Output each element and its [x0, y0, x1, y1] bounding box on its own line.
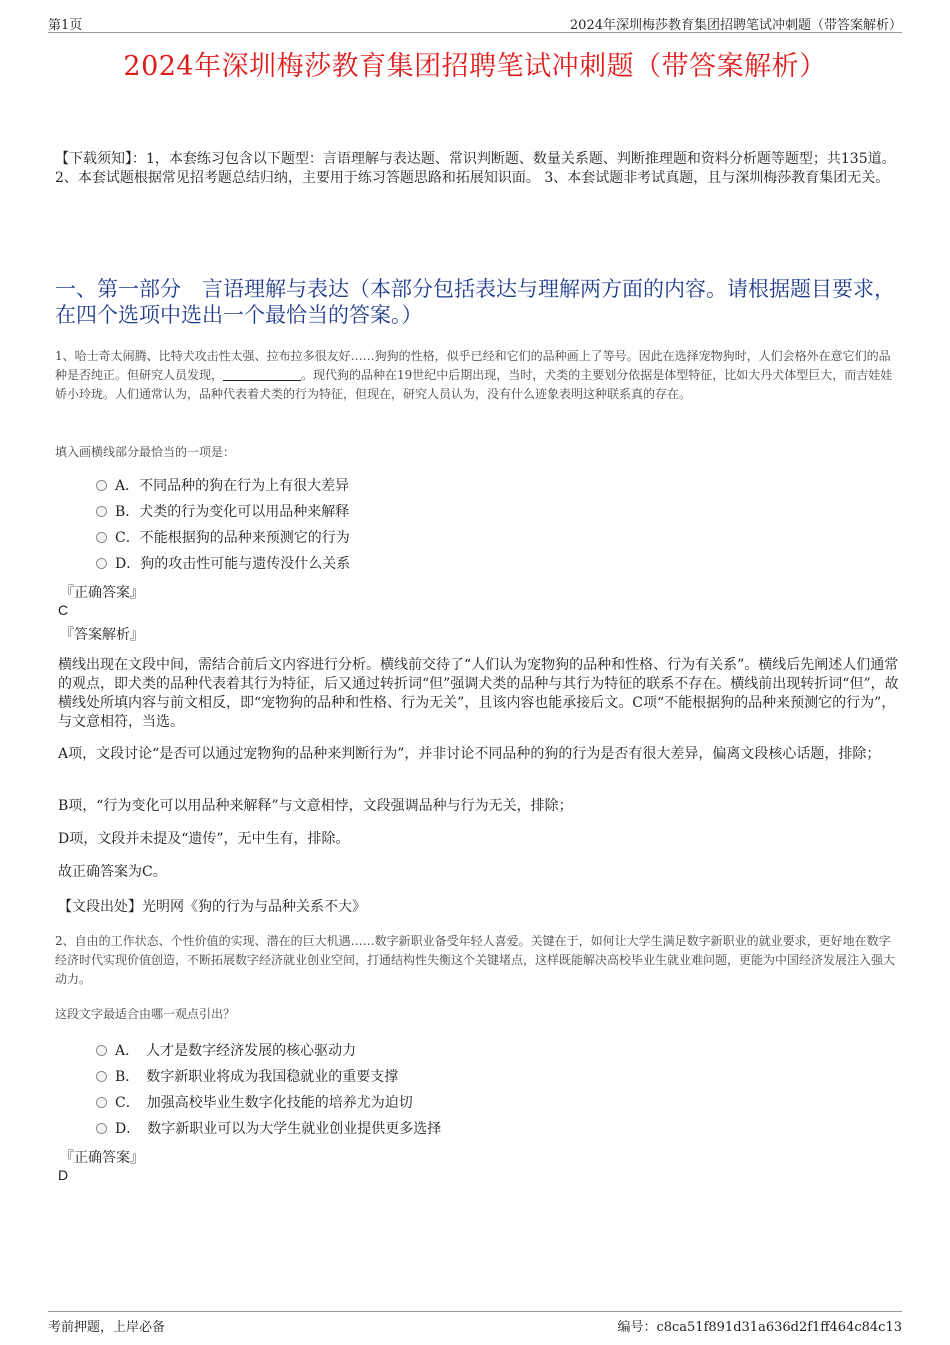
page-title: 2024年深圳梅莎教育集团招聘笔试冲刺题（带答案解析） — [123, 51, 827, 82]
page-number: 第1页 — [48, 18, 83, 33]
q1-option-d[interactable] — [96, 555, 350, 573]
q1-source: 【文段出处】光明网《狗的行为与品种关系不大》 — [58, 899, 366, 915]
question-2-prompt: 这段文字最适合由哪一观点引出？ — [55, 1007, 236, 1021]
option-label: C．不能根据狗的品种来预测它的行为 — [115, 530, 350, 546]
q1-option-a[interactable] — [96, 477, 349, 495]
page-footer — [48, 1311, 902, 1336]
option-label: A． 人才是数字经济发展的核心驱动力 — [115, 1043, 357, 1059]
q2-option-b[interactable] — [96, 1068, 398, 1086]
q1-analysis-d: D项，文段并未提及“遗传”，无中生有，排除。 — [58, 831, 350, 847]
radio-icon[interactable] — [96, 1123, 107, 1134]
q1-answer: C — [58, 602, 69, 618]
section-heading: 一、第一部分 言语理解与表达（本部分包括表达与理解两方面的内容。请根据题目要求，在四个选项中选出一个最恰当的答案。） — [55, 277, 895, 327]
question-1-text — [55, 347, 900, 404]
q2-option-c[interactable] — [96, 1094, 413, 1112]
q1-analysis-label: 『答案解析』 — [60, 627, 144, 643]
q1-analysis-a: A项，文段讨论“是否可以通过宠物狗的品种来判断行为”，并非讨论不同品种的狗的行为是否有很大差异，偏离文段核心话题，排除； — [58, 746, 881, 762]
option-label: C． 加强高校毕业生数字化技能的培养尤为迫切 — [115, 1095, 413, 1111]
question-1-text-before: 1、哈士奇太闹腾、比特犬攻击性太强、拉布拉多很友好……狗狗的性格，似乎已经和它们的品种画上了等号。因此在选择宠物狗时，人们会格外在意它们的品种是否纯正。但研究人员发现， — [55, 349, 891, 382]
q2-answer-label: 『正确答案』 — [60, 1150, 144, 1166]
fill-blank — [223, 368, 301, 381]
option-label: A．不同品种的狗在行为上有很大差异 — [115, 478, 350, 494]
header-doc-title: 2024年深圳梅莎教育集团招聘笔试冲刺题（带答案解析） — [569, 18, 902, 33]
radio-icon[interactable] — [96, 506, 107, 517]
download-notice: 【下载须知】：1，本套练习包含以下题型：言语理解与表达题、常识判断题、数量关系题、判断推理题和资料分析题等题型；共135道。 2、本套试题根据常见招考题总结归纳，主要用于练习答题思路和拓展知识面。 3、本套试题非考试真题，且与深圳梅莎教育集团无关。 — [55, 151, 896, 186]
footer-code: 编号：c8ca51f891d31a636d2f1ff464c84c13 — [617, 1320, 902, 1335]
radio-icon[interactable] — [96, 480, 107, 491]
footer-slogan: 考前押题，上岸必备 — [48, 1320, 166, 1335]
page-header — [48, 12, 902, 33]
question-1-prompt: 填入画横线部分最恰当的一项是： — [55, 445, 236, 459]
option-label: D． 数字新职业可以为大学生就业创业提供更多选择 — [115, 1121, 442, 1137]
option-label: B．犬类的行为变化可以用品种来解释 — [115, 504, 350, 520]
q2-option-d[interactable] — [96, 1120, 441, 1138]
radio-icon[interactable] — [96, 532, 107, 543]
q1-analysis-conclusion: 故正确答案为C。 — [58, 864, 167, 880]
q2-option-a[interactable] — [96, 1042, 356, 1060]
radio-icon[interactable] — [96, 1097, 107, 1108]
q1-analysis-b: B项，“行为变化可以用品种来解释”与文意相悖，文段强调品种与行为无关，排除； — [58, 798, 573, 814]
radio-icon[interactable] — [96, 558, 107, 569]
option-label: B． 数字新职业将成为我国稳就业的重要支撑 — [115, 1069, 399, 1085]
q2-answer: D — [58, 1167, 69, 1183]
question-1-text-after: 。现代狗的品种在19世纪中后期出现，当时，犬类的主要划分依据是体型特征，比如大丹犬体型巨大，而吉娃娃娇小玲珑。人们通常认为，品种代表着犬类的行为特征，但现在，研究人员认为，没有什么迹象表明这种联系真的存在。 — [55, 368, 893, 401]
radio-icon[interactable] — [96, 1071, 107, 1082]
q1-answer-label: 『正确答案』 — [60, 585, 144, 601]
radio-icon[interactable] — [96, 1045, 107, 1056]
q1-option-b[interactable] — [96, 503, 349, 521]
q1-option-c[interactable] — [96, 529, 350, 547]
option-label: D．狗的攻击性可能与遗传没什么关系 — [115, 556, 351, 572]
q1-analysis-main: 横线出现在文段中间，需结合前后文内容进行分析。横线前交待了“人们认为宠物狗的品种和性格、行为有关系”。横线后先阐述人们通常的观点，即犬类的品种代表着其行为特征，后又通过转折词“但”强调犬类的品种与其行为特征的联系不存在。横线前出现转折词“但”，故横线处所填内容与前文相反，即“宠物狗的品种和性格、行为无关”，且该内容也能承接后文。C项“不能根据狗的品种来预测它的行为”，与文意相符，当选。 — [58, 657, 899, 730]
question-2-text: 2、自由的工作状态、个性价值的实现、潜在的巨大机遇……数字新职业备受年轻人喜爱。关键在于，如何让大学生满足数字新职业的就业要求，更好地在数字经济时代实现价值创造，不断拓展数字经济就业创业空间，打通结构性失衡这个关键堵点，这样既能解决高校毕业生就业难问题，更能为中国经济发展注入强大动力。 — [55, 934, 896, 986]
